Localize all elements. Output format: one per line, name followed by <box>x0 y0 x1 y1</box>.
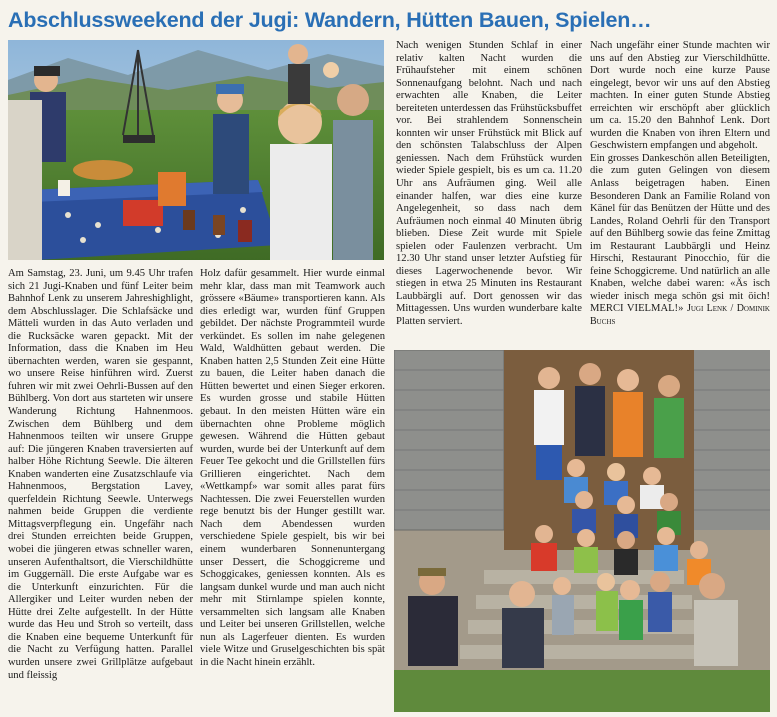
article-column-3 <box>396 40 582 329</box>
paragraph: Am Samstag, 23. Juni, um 9.45 Uhr trafen sich 21 Jugi-Knaben und fünf Leiter beim Bahnhof Lenk zu unserem Jahreshighlight, dem Abschlusslager. Die Schlafsäcke und Mätteli wurden in das Auto verladen und die Rucksäcke waren gepackt. Mit der Information, dass die Knaben im Heu übernachten werden, waren sie gespannt, wo unsere Reise hinführen wird. Zuerst fuhren wir mit zwei Oehrli-Bussen auf den Bühlberg. Von dort aus starteten wir unsere Wanderung Richtung Hahnenmoos. Zwischen dem Bühlberg und dem Hahnenmoos teilten wir unsere Gruppe auf: Die jüngeren Knaben traversierten auf halber Höhe Richtung Seewle. Die älteren Knaben wanderten eine Zusatzschlaufe via Hahnenmoos, Bergstation Lavey, querfeldein Richtung Seewle. Unterwegs nahmen beide Gruppen die verdiente Mittagsverpflegung ein. Ungefähr nach drei Stunden erreichten beide Gruppen, wobei die jüngeren etwas schneller waren, unseren Aufenthaltsort, die Vierschildhütte im Guggernäll. Die erste Aufgabe war es die Unterkunft einzurichten. Für die Allergiker und Leiter wurden neben der Hütte drei Zelte aufgestellt. In der Hütte wurde das Heu und Stroh so verteilt, dass die Knaben eine bequeme Unterkunft für die Nacht zu Verfügung hatten. Parallel wurden unsere zwei Grillplätze aufgebaut und fleissig <box>8 268 193 681</box>
paragraph: Nach ungefähr einer Stunde machten wir uns auf den Abstieg zur Vierschildhütte. Dort wurde noch eine kurze Pause eingelegt, bevor wir uns auf den Abstieg machten. In einer guten Stunde Abstieg erreichten wir erschöpft aber glücklich um ca. 15.20 den Bahnhof Lenk. Dort wurden die Knaben von ihren Eltern und Geschwistern empfangen und abgeholt. <box>590 40 770 152</box>
paragraph <box>590 153 770 329</box>
thanks-text: Ein grosses Dankeschön allen Beteiligten, die zum guten Gelingen von diesem Anlass beigetragen haben. Einen Besonderen Dank an Familie Roland von Känel für das Benützen der Hütte und des Landes, Roland Oehrli für den Transport auf den Bühlberg sowie das feine Zmittag im Restaurant Laubbärgli und Heinz Hirschi, Restaurant Pinocchio, für die feine Schoggicreme. Und natürlich an alle Knaben, welche dabei waren: «Äs isch wieder inisch mega schön gsi mit öich! MERCI VIELMAL!» <box>590 152 770 315</box>
article-column-2 <box>200 268 385 670</box>
article-column-4 <box>590 40 770 329</box>
article-column-1 <box>8 268 193 682</box>
paragraph: Holz dafür gesammelt. Hier wurde einmal mehr klar, dass man mit Teamwork auch grössere «Bäume» transportieren kann. Als dies erledigt war, wurden fünf Gruppen gebildet. Der nächste Programmteil wurde verkündet. Es sollen im nahe gelegenen Wald, Waldhütten gebaut werden. Die Knaben hatten 2,5 Stunden Zeit eine Hütte zu bauen, die Leiter haben danach die Hütten bewertet und einen Sieger erkoren. Es wurden grosse und stabile Hütten gebaut. In den meisten Hütten wäre ein übernachten ohne Probleme möglich gewesen. Während die Hütten gebaut wurden, wurde bei der Unterkunft auf dem Feuer Tee gekocht und die Grillstellen fürs Grillieren eingerichtet. Nach dem «Wettkampf» war somit alles parat fürs Nachtessen. Die zwei Feuerstellen wurden rege benutzt bis der Hunger gestillt war. Nach dem Abendessen wurden verschiedene Spiele gespielt, bis wir bei einem wunderbaren Sonnenuntergang unser Dessert, die Schoggicreme und Schoggicakes, geniessen konnten. Als es langsam dunkel wurde und man auch nicht mehr mit Stirnlampe spielen konnte, versammelten sich langsam alle Knaben und Leiter bei unseren Grillstellen, welche nun als Lagerfeuer dienten. Es wurden viele Witze und Gruselgeschichten bis spät in die Nacht hinein erzählt. <box>200 268 385 668</box>
breakfast-photo <box>8 40 384 260</box>
headline: Abschlussweekend der Jugi: Wandern, Hütten Bauen, Spielen… <box>8 8 652 32</box>
group-photo <box>394 350 770 712</box>
paragraph: Nach wenigen Stunden Schlaf in einer relativ kalten Nacht wurden die Frühaufsteher mit einem schönen Sonnenaufgang belohnt. Nach und nach erwachten alle Knaben, die Leiter bereiteten unterdessen das Frühstücksbuffet vor. Bei strahlendem Sonnenschein konnten wir unser Frühstück mit Blick auf den schönsten Talabschluss der Alpen geniessen. Nach dem Frühstück wurden wieder Spiele gespielt, bis es um ca. 11.20 Uhr ans Aufräumen ging. Weil alle einander halfen, war dies eine kurze Angelegenheit, so dass nach dem Aufräumen noch einmal 40 Minuten übrig blieben. Diese Zeit wurde mit Spiele spielen oder Faulenzen verbracht. Um 12.30 Uhr stand unser letzter Aufstieg für dieses Lagerwochenende bevor. Wir stiegen in etwa 25 Minuten ins Restaurant Laubbärgli auf. Dort genossen wir das Mittagessen. Uns wurden wunderbare kalte Platten serviert. <box>396 40 582 328</box>
author-signature: Jugi Lenk / Dominik Buchs <box>590 303 770 328</box>
